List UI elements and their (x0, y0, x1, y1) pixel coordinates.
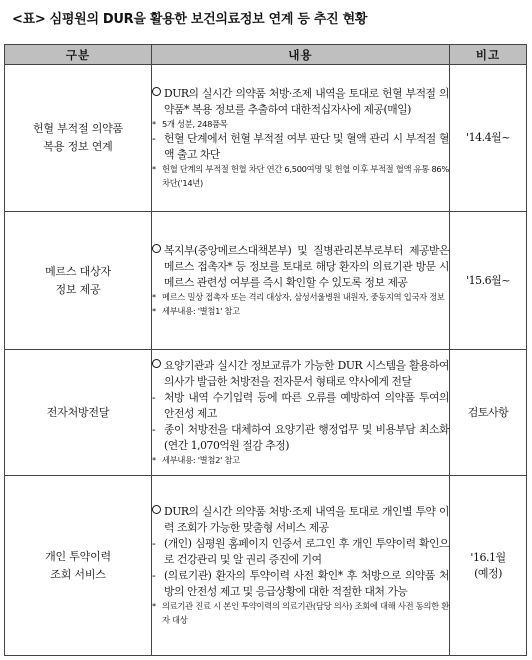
category-line: 정보 제공 (55, 282, 101, 296)
footnote (152, 163, 449, 190)
note-cell (450, 65, 527, 212)
table-row (5, 212, 527, 350)
note-text: '16.1월 (예정) (470, 550, 506, 580)
sub-bullet (152, 568, 449, 600)
asterisk-icon: * (152, 601, 156, 611)
main-bullet (152, 86, 449, 118)
circle-bullet-icon (152, 244, 161, 253)
category-line: 조회 서비스 (50, 567, 106, 581)
sub-bullet-text: (개인) 심평원 홈페이지 인증서 로그인 후 개인 투약이력 확인으로 건강관리 및 알 권리 증진에 기여 (164, 537, 449, 566)
main-bullet-text: DUR의 실시간 의약품 처방·조제 내역을 토대로 개인별 투약 이력 조회가 가능한 맞춤형 서비스 제공 (164, 505, 449, 534)
category-cell (5, 476, 152, 656)
main-bullet-text: DUR의 실시간 의약품 처방·조제 내역을 토대로 헌혈 부적절 의약품* 복용 정보를 추출하여 대한적십자사에 제공(매일) (164, 86, 449, 116)
footnote-text: 헌혈 단계의 부적절 헌혈 차단 연간 6,500여명 및 헌혈 이후 부적절 혈액 유통 86% 차단('14년) (162, 164, 449, 188)
asterisk-icon: * (152, 292, 156, 302)
circle-bullet-icon (152, 505, 161, 514)
category-line: 헌혈 부적절 의약품 (32, 122, 123, 135)
category-cell (5, 350, 152, 476)
circle-bullet-icon (152, 87, 161, 96)
sub-bullet-text: 종이 처방전을 대체하여 요양기관 행정업무 및 비용부담 최소화(연간 1,070억원 절감 추정) (164, 422, 449, 452)
main-bullet-text: 요양기관과 실시간 정보교류가 가능한 DUR 시스템을 활용하여 의사가 발급한 처방전을 전자문서 형태로 약사에게 전달 (164, 358, 449, 388)
content-cell (152, 65, 450, 212)
dash-bullet-icon: - (152, 422, 156, 436)
main-bullet-text: 복지부(중앙메르스대책본부) 및 질병관리본부로부터 제공받은 메르스 접촉자* 등 정보를 토대로 해당 환자의 의료기관 방문 시 메르스 관련성 여부를 즉시 확인할 수 있도록 정보 제공 (164, 244, 449, 289)
asterisk-icon: * (152, 164, 156, 175)
asterisk-icon: * (152, 118, 156, 129)
category-line: 개인 투약이력 (45, 549, 111, 563)
header-category: 구분 (5, 45, 152, 65)
category-line: 복용 정보 연계 (43, 140, 113, 153)
main-bullet (152, 358, 449, 390)
status-table (4, 44, 527, 656)
note-text: '14.4월~ (466, 131, 510, 144)
note-cell (450, 212, 527, 350)
circle-bullet-icon (152, 359, 161, 368)
category-line: 전자처방전달 (46, 405, 110, 419)
footnote-text: 5개 성분, 248품목 (162, 118, 228, 129)
footnote (152, 454, 449, 468)
category-cell (5, 65, 152, 212)
sub-bullet (152, 422, 449, 454)
sub-bullet-text: (의료기관) 환자의 투약이력 사전 확인* 후 처방으로 의약품 처방의 안전성 제고 및 응급상황에 대한 적절한 대처 가능 (164, 569, 449, 598)
sub-bullet-text: 처방 내역 수기입력 등에 따른 오류를 예방하여 의약품 투여의 안전성 제고 (164, 390, 449, 420)
table-caption: <표> 심평원의 DUR을 활용한 보건의료정보 연계 등 추진 현황 (12, 12, 368, 27)
footnote (152, 305, 449, 319)
asterisk-icon: * (152, 305, 156, 316)
table-row (5, 350, 527, 476)
footnote-text: 세부내용: '별첨2' 참고 (162, 454, 240, 465)
footnote-text: 세부내용: '별첨1' 참고 (162, 305, 240, 316)
category-line: 메르스 대상자 (45, 264, 111, 278)
dash-bullet-icon: - (152, 537, 156, 550)
footnote (152, 118, 449, 132)
header-note: 비고 (450, 45, 527, 65)
category-cell (5, 212, 152, 350)
main-bullet (152, 243, 449, 291)
footnote-text: 메르스 밀상 접촉자 또는 격리 대상자, 삼성서울병원 내원자, 중동지역 입국자 정보 (162, 292, 445, 302)
content-cell (152, 350, 450, 476)
table-row (5, 65, 527, 212)
header-content: 내용 (152, 45, 450, 65)
sub-bullet (152, 131, 449, 163)
note-cell (450, 476, 527, 656)
footnote (152, 291, 449, 305)
sub-bullet (152, 390, 449, 422)
table-header-row (5, 45, 527, 65)
note-text: 검토사항 (467, 405, 509, 419)
table-row (5, 476, 527, 656)
sub-bullet-text: 헌혈 단계에서 헌혈 부적절 여부 판단 및 혈액 관리 시 부적절 혈액 출고 차단 (164, 132, 449, 162)
note-cell (450, 350, 527, 476)
sub-bullet (152, 536, 449, 568)
dash-bullet-icon: - (152, 132, 156, 146)
asterisk-icon: * (152, 454, 156, 465)
note-text: '15.6월~ (466, 273, 510, 287)
content-cell (152, 212, 450, 350)
dash-bullet-icon: - (152, 390, 156, 404)
footnote (152, 600, 449, 627)
content-cell (152, 476, 450, 656)
footnote-text: 의료기관 진료 시 본인 투약이력의 의료기관(담당 의사) 조회에 대해 사전 동의한 환자 대상 (162, 601, 449, 625)
dash-bullet-icon: - (152, 569, 156, 582)
main-bullet (152, 504, 449, 536)
